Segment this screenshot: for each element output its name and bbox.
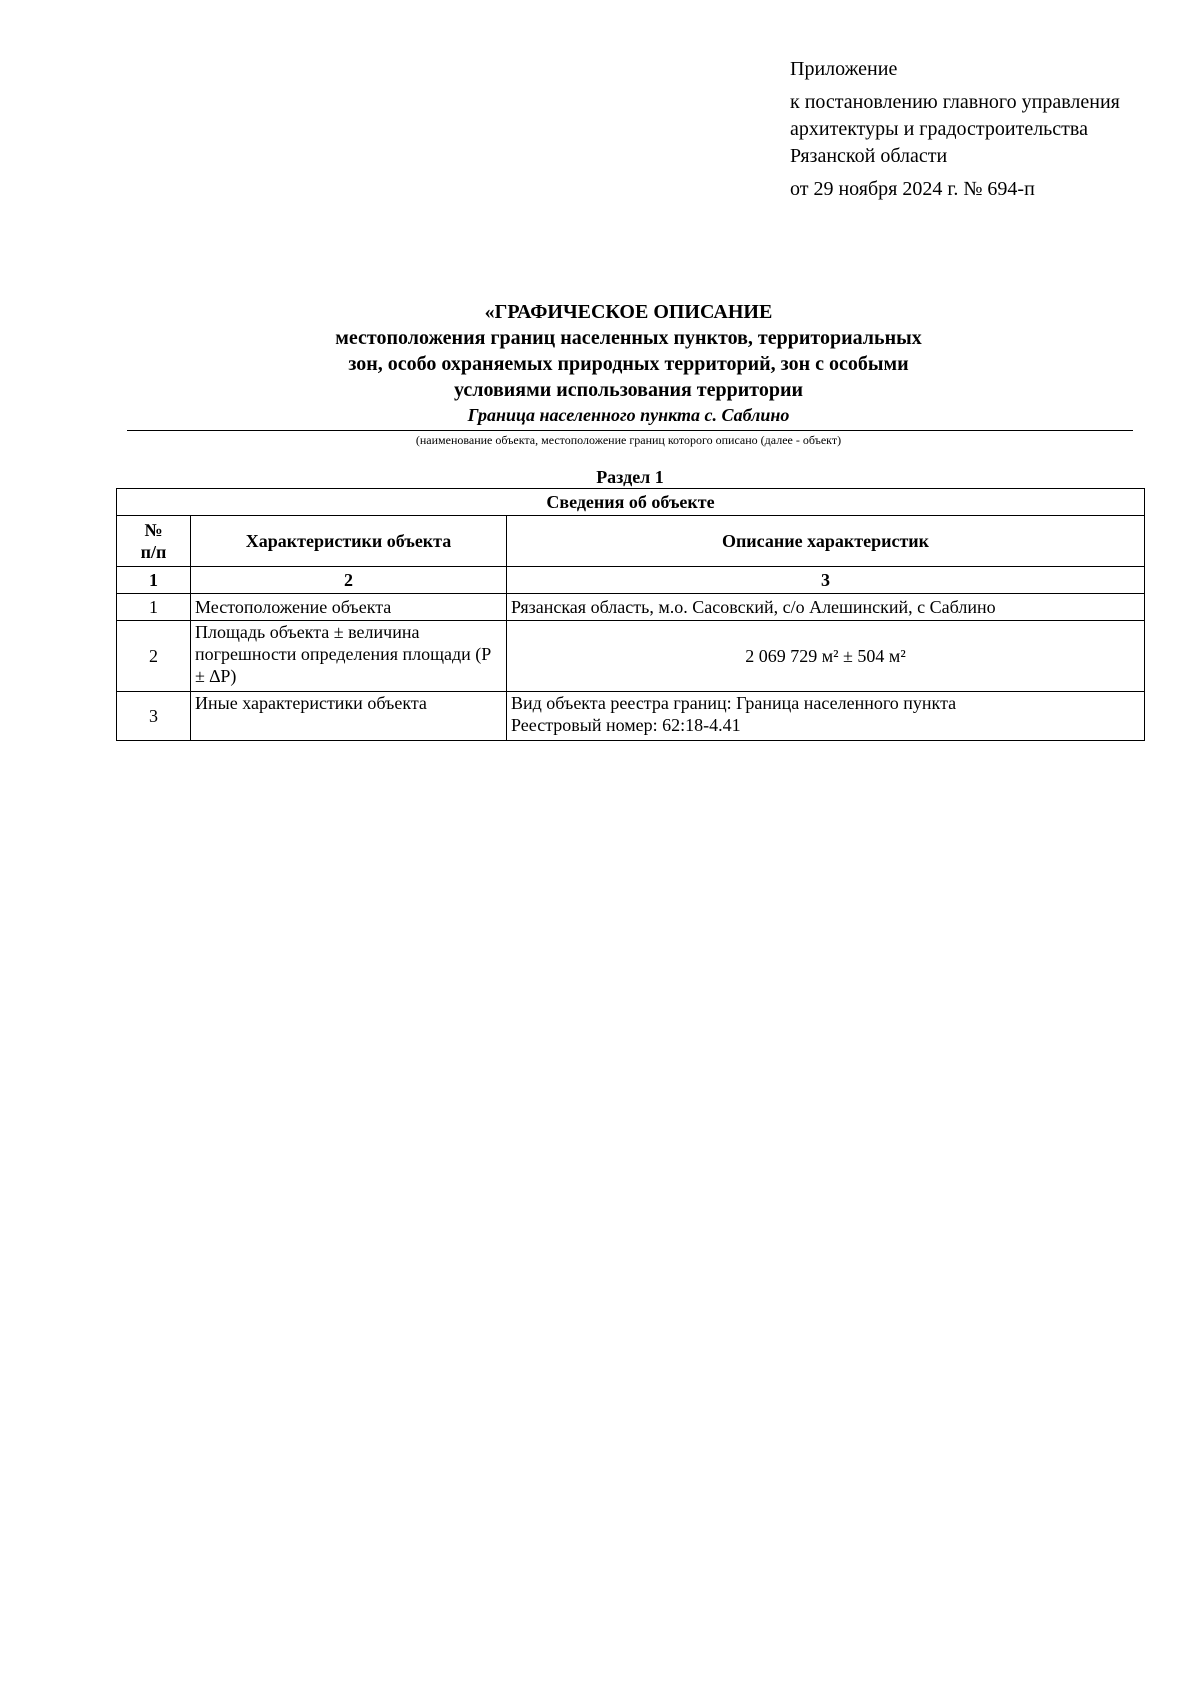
header-description: Описание характеристик [507,516,1145,567]
appendix-label: Приложение [790,58,898,80]
row-characteristic: Местоположение объекта [191,594,507,621]
title-line-4: условиями использования территории [453,379,804,401]
row-number: 1 [117,594,191,621]
appendix-date-number: от 29 ноября 2024 г. № 694-п [790,178,1035,200]
index-cell: 3 [507,567,1145,594]
object-name-underline [127,430,1133,431]
header-characteristic: Характеристики объекта [191,516,507,567]
object-info-table [116,488,1145,741]
title-line-3: зон, особо охраняемых природных территорий, зон с особыми [348,353,909,375]
row-characteristic: Иные характеристики объекта [191,692,507,741]
table-index-row [117,567,1145,594]
appendix-block [790,56,1120,203]
index-cell: 2 [191,567,507,594]
table-caption-row [117,489,1145,516]
table-row [117,692,1145,741]
object-name-caption: (наименование объекта, местоположение границ которого описано (далее - объект) [415,433,842,447]
row-description: 2 069 729 м² ± 504 м² [507,621,1145,692]
row-description: Рязанская область, м.о. Сасовский, с/о Алешинский, с Саблино [507,594,1145,621]
row-description: Вид объекта реестра границ: Граница населенного пункта Реестровый номер: 62:18-4.41 [507,692,1145,741]
index-cell: 1 [117,567,191,594]
section-title: Раздел 1 [596,467,664,487]
header-number: № п/п [117,516,191,567]
row-number: 3 [117,692,191,741]
table-caption: Сведения об объекте [117,489,1145,516]
document-title [125,299,1132,403]
title-line-2: местоположения границ населенных пунктов, территориальных [335,327,922,349]
table-row [117,594,1145,621]
row-characteristic: Площадь объекта ± величина погрешности определения площади (P ± ∆P) [191,621,507,692]
appendix-decree-line: к постановлению главного управления [790,91,1120,113]
table-header-row [117,516,1145,567]
row-number: 2 [117,621,191,692]
appendix-authority-line: архитектуры и градостроительства [790,118,1088,140]
title-line-1: «ГРАФИЧЕСКОЕ ОПИСАНИЕ [484,301,773,323]
appendix-region-line: Рязанской области [790,145,948,167]
object-name: Граница населенного пункта с. Саблино [467,405,790,425]
table-row [117,621,1145,692]
